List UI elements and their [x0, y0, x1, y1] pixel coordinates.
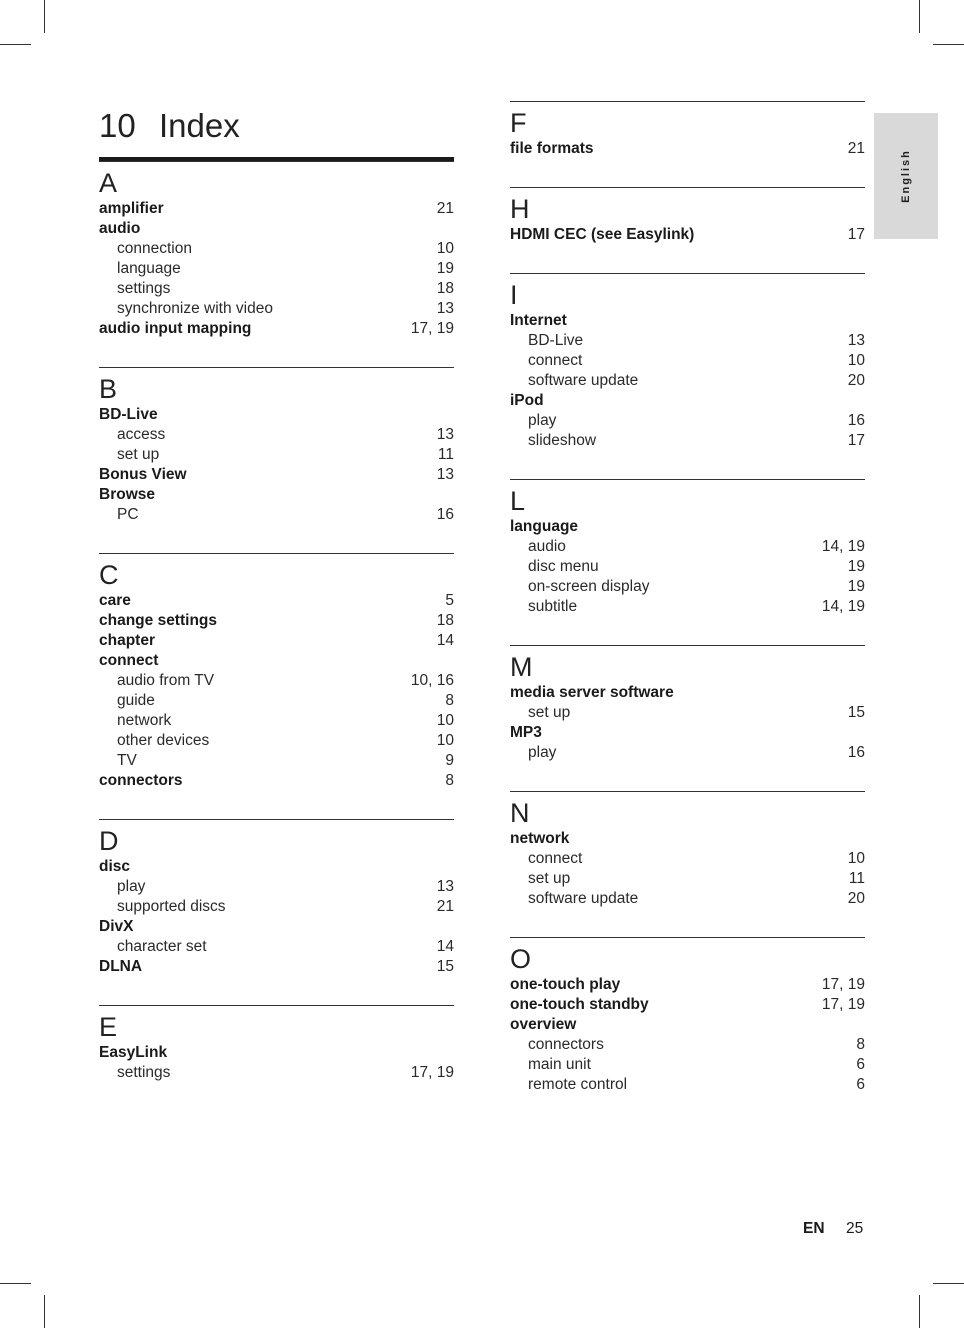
entry-term: software update — [528, 890, 639, 907]
entry-pages: 8 — [856, 1036, 865, 1053]
index-entry — [510, 391, 865, 411]
entry-pages: 8 — [445, 772, 454, 789]
index-section-o — [510, 937, 865, 1095]
entry-term: character set — [117, 938, 207, 955]
index-entry — [510, 683, 865, 703]
footer-language: EN — [803, 1220, 825, 1237]
language-tab-label: English — [900, 149, 912, 203]
entry-term: audio — [99, 220, 141, 237]
entry-pages: 20 — [847, 372, 865, 389]
entry-term: connect — [528, 850, 583, 867]
index-section-i — [510, 273, 865, 451]
index-section-e — [99, 1005, 454, 1083]
crop-mark — [44, 1295, 45, 1328]
entry-pages: 17, 19 — [410, 1064, 454, 1081]
entry-term: connect — [528, 352, 583, 369]
index-subentry — [99, 751, 454, 771]
entry-term: synchronize with video — [117, 300, 273, 317]
entry-term: audio — [528, 538, 566, 555]
entry-term: audio from TV — [117, 672, 215, 689]
entry-term: PC — [117, 506, 139, 523]
entry-term: slideshow — [528, 432, 597, 449]
entry-pages: 10 — [847, 352, 865, 369]
entry-term: set up — [528, 704, 571, 721]
index-subentry — [99, 731, 454, 751]
index-subentry — [99, 299, 454, 319]
entry-pages: 16 — [847, 412, 865, 429]
entry-term: iPod — [510, 392, 544, 409]
entry-pages: 21 — [436, 898, 454, 915]
entry-term: connect — [99, 652, 159, 669]
index-entry — [510, 517, 865, 537]
entry-pages: 10 — [436, 732, 454, 749]
entry-term: change settings — [99, 612, 217, 629]
entry-term: Internet — [510, 312, 567, 329]
entry-pages: 9 — [445, 752, 454, 769]
index-entry — [99, 651, 454, 671]
entry-term: subtitle — [528, 598, 578, 615]
entry-term: remote control — [528, 1076, 628, 1093]
entry-term: disc menu — [528, 558, 599, 575]
index-entry — [99, 199, 454, 219]
entry-term: one-touch standby — [510, 996, 649, 1013]
index-subentry — [510, 1075, 865, 1095]
crop-mark — [0, 1283, 31, 1284]
index-section-d — [99, 819, 454, 977]
chapter-number: 10 — [99, 107, 136, 144]
entry-term: set up — [117, 446, 160, 463]
index-entry — [99, 591, 454, 611]
index-entry — [510, 975, 865, 995]
entry-pages: 13 — [436, 426, 454, 443]
entry-term: DivX — [99, 918, 134, 935]
entry-pages: 10, 16 — [410, 672, 454, 689]
index-subentry — [99, 877, 454, 897]
index-subentry — [510, 577, 865, 597]
entry-pages: 17, 19 — [410, 320, 454, 337]
index-entry — [510, 829, 865, 849]
index-entry — [99, 611, 454, 631]
entry-pages: 18 — [436, 612, 454, 629]
index-section-l — [510, 479, 865, 617]
entry-term: settings — [117, 280, 171, 297]
crop-mark — [933, 1283, 964, 1284]
index-entry — [99, 631, 454, 651]
index-entry — [99, 219, 454, 239]
entry-term: EasyLink — [99, 1044, 168, 1061]
entry-pages: 13 — [436, 878, 454, 895]
index-entry — [99, 957, 454, 977]
section-letter: M — [510, 652, 533, 682]
entry-pages: 15 — [847, 704, 865, 721]
section-letter: D — [99, 826, 119, 856]
entry-term: BD-Live — [99, 406, 158, 423]
entry-pages: 17 — [847, 432, 865, 449]
index-column-right — [510, 101, 865, 1095]
entry-term: one-touch play — [510, 976, 621, 993]
entry-pages: 14 — [436, 632, 454, 649]
index-section-b — [99, 367, 454, 525]
index-subentry — [99, 1063, 454, 1083]
entry-pages: 19 — [436, 260, 454, 277]
entry-term: play — [528, 412, 557, 429]
index-subentry — [99, 239, 454, 259]
entry-term: software update — [528, 372, 639, 389]
section-letter: B — [99, 374, 118, 404]
index-entry — [99, 405, 454, 425]
crop-mark — [44, 0, 45, 33]
page-title — [99, 104, 240, 148]
entry-pages: 18 — [436, 280, 454, 297]
index-subentry — [510, 557, 865, 577]
index-subentry — [99, 711, 454, 731]
entry-term: access — [117, 426, 166, 443]
entry-pages: 14, 19 — [821, 538, 865, 555]
entry-term: connection — [117, 240, 192, 257]
section-letter: O — [510, 944, 532, 974]
index-section-n — [510, 791, 865, 909]
entry-term: HDMI CEC (see Easylink) — [510, 226, 695, 243]
entry-term: network — [510, 830, 570, 847]
index-subentry — [99, 425, 454, 445]
index-column-left — [99, 161, 454, 1083]
index-subentry — [99, 897, 454, 917]
footer-page-number: 25 — [846, 1220, 864, 1237]
index-subentry — [99, 937, 454, 957]
section-letter: C — [99, 560, 119, 590]
entry-pages: 16 — [436, 506, 454, 523]
index-section-m — [510, 645, 865, 763]
index-entry — [99, 1043, 454, 1063]
index-entry — [99, 771, 454, 791]
index-entry — [510, 1015, 865, 1035]
index-entry — [510, 723, 865, 743]
entry-pages: 6 — [856, 1056, 865, 1073]
entry-pages: 10 — [436, 712, 454, 729]
index-subentry — [510, 411, 865, 431]
entry-term: amplifier — [99, 200, 164, 217]
entry-pages: 17, 19 — [821, 996, 865, 1013]
index-entry — [99, 465, 454, 485]
index-entry — [99, 485, 454, 505]
entry-term: BD-Live — [528, 332, 584, 349]
entry-pages: 13 — [436, 300, 454, 317]
index-entry — [99, 319, 454, 339]
entry-term: main unit — [528, 1056, 591, 1073]
index-entry — [99, 857, 454, 877]
entry-pages: 10 — [436, 240, 454, 257]
entry-pages: 13 — [436, 466, 454, 483]
index-entry — [510, 139, 865, 159]
language-tab — [874, 113, 938, 239]
index-section-a — [99, 161, 454, 339]
index-subentry — [99, 691, 454, 711]
entry-pages: 8 — [445, 692, 454, 709]
entry-term: overview — [510, 1016, 577, 1033]
index-subentry — [510, 371, 865, 391]
index-entry — [510, 225, 865, 245]
crop-mark — [919, 1295, 920, 1328]
entry-pages: 10 — [847, 850, 865, 867]
entry-term: chapter — [99, 632, 155, 649]
entry-term: DLNA — [99, 958, 143, 975]
index-subentry — [99, 259, 454, 279]
entry-term: disc — [99, 858, 131, 875]
index-subentry — [510, 849, 865, 869]
index-subentry — [99, 671, 454, 691]
index-subentry — [99, 505, 454, 525]
entry-term: file formats — [510, 140, 594, 157]
entry-pages: 11 — [848, 870, 865, 887]
crop-mark — [0, 44, 31, 45]
entry-term: connectors — [99, 772, 183, 789]
section-letter: I — [510, 280, 518, 310]
entry-term: media server software — [510, 684, 674, 701]
entry-term: guide — [117, 692, 155, 709]
entry-term: MP3 — [510, 724, 542, 741]
entry-term: settings — [117, 1064, 171, 1081]
entry-term: care — [99, 592, 131, 609]
index-subentry — [510, 331, 865, 351]
index-subentry — [510, 537, 865, 557]
index-subentry — [510, 743, 865, 763]
section-letter: F — [510, 108, 527, 138]
entry-pages: 21 — [847, 140, 865, 157]
entry-term: on-screen display — [528, 578, 650, 595]
entry-pages: 11 — [437, 446, 454, 463]
entry-pages: 14, 19 — [821, 598, 865, 615]
index-section-h — [510, 187, 865, 245]
entry-term: language — [117, 260, 181, 277]
index-entry — [510, 995, 865, 1015]
index-subentry — [99, 279, 454, 299]
entry-pages: 17, 19 — [821, 976, 865, 993]
index-section-c — [99, 553, 454, 791]
chapter-title: Index — [159, 107, 240, 144]
entry-term: network — [117, 712, 172, 729]
section-letter: H — [510, 194, 530, 224]
entry-term: connectors — [528, 1036, 604, 1053]
section-letter: E — [99, 1012, 118, 1042]
entry-pages: 16 — [847, 744, 865, 761]
entry-pages: 19 — [847, 558, 865, 575]
index-subentry — [510, 351, 865, 371]
index-subentry — [510, 431, 865, 451]
entry-term: TV — [117, 752, 137, 769]
entry-term: supported discs — [117, 898, 226, 915]
entry-term: play — [528, 744, 557, 761]
entry-term: other devices — [117, 732, 210, 749]
crop-mark — [933, 44, 964, 45]
entry-pages: 14 — [436, 938, 454, 955]
index-subentry — [510, 597, 865, 617]
index-entry — [99, 917, 454, 937]
entry-term: Bonus View — [99, 466, 187, 483]
index-subentry — [510, 1055, 865, 1075]
index-entry — [510, 311, 865, 331]
index-subentry — [510, 889, 865, 909]
entry-pages: 21 — [436, 200, 454, 217]
entry-term: Browse — [99, 486, 155, 503]
index-subentry — [510, 869, 865, 889]
entry-term: play — [117, 878, 146, 895]
crop-mark — [919, 0, 920, 33]
entry-pages: 6 — [856, 1076, 865, 1093]
entry-term: language — [510, 518, 579, 535]
index-section-f — [510, 101, 865, 159]
entry-pages: 5 — [445, 592, 454, 609]
entry-pages: 19 — [847, 578, 865, 595]
entry-pages: 13 — [847, 332, 865, 349]
entry-pages: 17 — [847, 226, 865, 243]
index-subentry — [99, 445, 454, 465]
index-subentry — [510, 1035, 865, 1055]
section-letter: N — [510, 798, 530, 828]
entry-term: set up — [528, 870, 571, 887]
entry-pages: 15 — [436, 958, 454, 975]
index-subentry — [510, 703, 865, 723]
entry-pages: 20 — [847, 890, 865, 907]
section-letter: A — [99, 168, 118, 198]
section-letter: L — [510, 486, 526, 516]
entry-term: audio input mapping — [99, 320, 252, 337]
